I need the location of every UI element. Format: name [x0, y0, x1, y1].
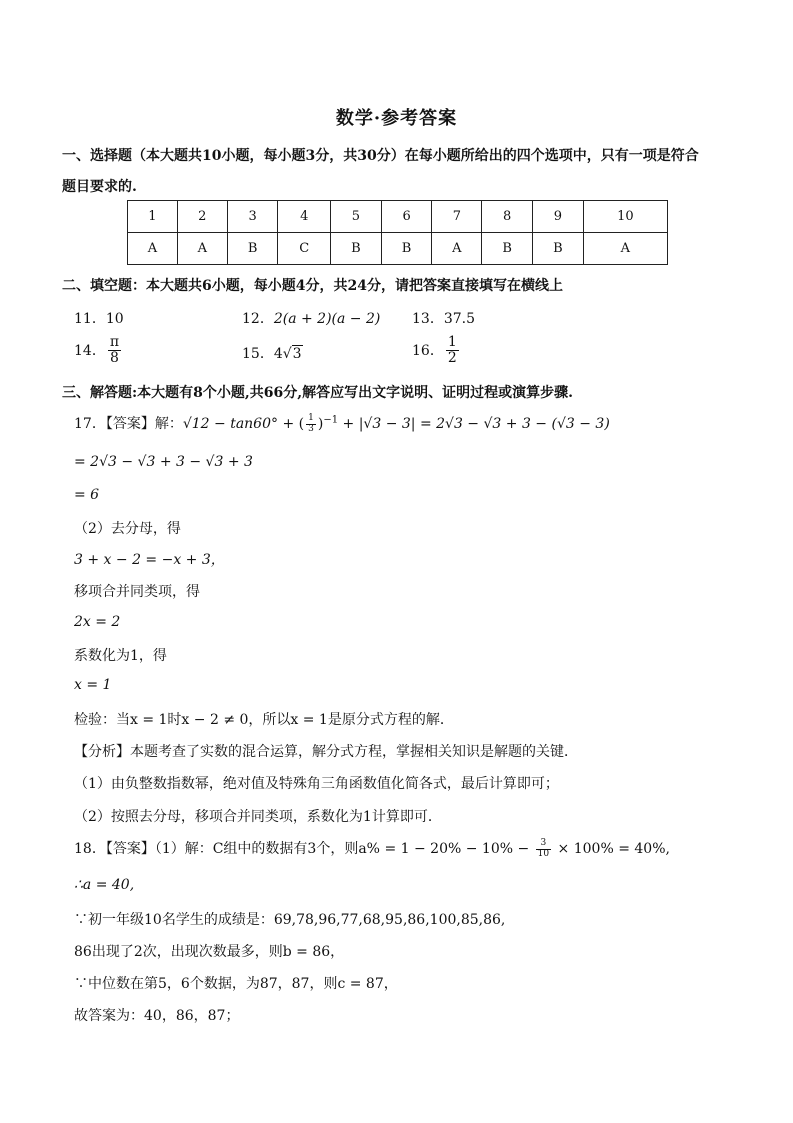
- q17-analysis: 【分析】本题考查了实数的混合运算，解分式方程，掌握相关知识是解题的关键．: [74, 744, 578, 760]
- answer-value: 37.5: [443, 311, 475, 327]
- answer-table: [127, 200, 668, 265]
- answer-11: [74, 308, 124, 328]
- table-cell: A: [177, 233, 227, 265]
- answer-15: [242, 343, 303, 363]
- q18-line2: ∴a = 40,: [74, 877, 135, 893]
- radicand: 3: [292, 346, 302, 362]
- answer-16: [412, 335, 461, 367]
- q17-analysis-1: （1）由负整数指数幂，绝对值及特殊角三角函数值化简各式，最后计算即可；: [74, 776, 559, 792]
- question-label: 14．: [74, 342, 106, 359]
- table-cell: A: [432, 233, 482, 265]
- fraction: [306, 414, 316, 435]
- section1-heading-line1: 一、选择题（本大题共10小题，每小题3分，共30分）在每小题所给出的四个选项中，只有一项是符合: [62, 148, 699, 164]
- q17-line6: 移项合并同类项，得: [74, 584, 200, 600]
- q17-line1: [74, 413, 610, 434]
- fraction-numerator: 1: [308, 412, 314, 423]
- table-cell: 3: [227, 201, 278, 233]
- answer-13: [412, 308, 475, 328]
- answer-value: 2(a + 2)(a − 2): [273, 311, 381, 327]
- paren-open: (: [298, 416, 305, 432]
- table-cell: 5: [331, 201, 382, 233]
- table-cell: A: [128, 233, 178, 265]
- q17-prefix: 17．【答案】解：: [74, 416, 183, 432]
- fraction-numerator: π: [109, 334, 120, 350]
- q17-line9: x = 1: [74, 677, 112, 693]
- table-cell: 1: [128, 201, 178, 233]
- fraction-denominator: 2: [447, 350, 457, 367]
- table-cell: A: [583, 233, 667, 265]
- sqrt-symbol-icon: √: [282, 346, 292, 362]
- table-cell: 9: [533, 201, 584, 233]
- table-cell: B: [482, 233, 533, 265]
- table-cell: B: [381, 233, 432, 265]
- q17-line7: 2x = 2: [74, 614, 121, 630]
- section2-heading: 二、填空题：本大题共6小题，每小题4分，共24分，请把答案直接填写在横线上: [62, 278, 563, 294]
- paren-close: ): [317, 416, 324, 432]
- q18-line1: [74, 838, 670, 859]
- answer-coefficient: 4: [273, 346, 283, 362]
- table-cell: 6: [381, 201, 432, 233]
- q18-line4: 86出现了2次，出现次数最多，则b = 86，: [74, 944, 345, 960]
- fraction: [446, 335, 459, 367]
- math-expression: × 100% = 40%,: [553, 841, 670, 857]
- table-cell: B: [533, 233, 584, 265]
- table-cell: 10: [583, 201, 667, 233]
- math-expression: 18．【答案】（1）解：C组中的数据有3个，则a% = 1 − 20% − 10% −: [74, 841, 534, 857]
- table-cell: 7: [432, 201, 482, 233]
- question-label: 15．: [242, 346, 274, 362]
- q18-line6: 故答案为：40，86，87；: [74, 1008, 240, 1024]
- fraction: [536, 839, 551, 860]
- fraction-numerator: 3: [536, 839, 551, 850]
- math-expression: √12 − tan60° +: [182, 416, 299, 432]
- fraction-denominator: 10: [537, 848, 550, 859]
- q17-line4: （2）去分母，得: [74, 521, 181, 537]
- question-label: 11．: [74, 311, 106, 327]
- q18-line5: ∵中位数在第5，6个数据，为87，87，则c = 87，: [74, 976, 398, 992]
- math-expression: + |√3 − 3| = 2√3 − √3 + 3 − (√3 − 3): [338, 416, 610, 432]
- table-cell: C: [278, 233, 331, 265]
- answer-value: 10: [105, 311, 124, 327]
- table-cell: B: [331, 233, 382, 265]
- table-cell: 2: [177, 201, 227, 233]
- table-cell: B: [227, 233, 278, 265]
- q17-line3: = 6: [74, 487, 100, 503]
- q17-line8: 系数化为1，得: [74, 648, 167, 664]
- table-cell: 8: [482, 201, 533, 233]
- q17-line2: = 2√3 − √3 + 3 − √3 + 3: [74, 454, 253, 470]
- answer-12: [242, 308, 380, 328]
- fraction-denominator: 3: [308, 423, 314, 434]
- q17-line10: 检验：当x = 1时x − 2 ≠ 0，所以x = 1是原分式方程的解．: [74, 712, 454, 728]
- q17-analysis-2: （2）按照去分母，移项合并同类项，系数化为1计算即可．: [74, 809, 442, 825]
- answer-table-answer-row: [128, 233, 668, 265]
- fraction: [108, 335, 121, 367]
- question-label: 13．: [412, 311, 444, 327]
- section1-heading-line2: 题目要求的.: [62, 179, 137, 195]
- section3-heading: 三、解答题:本大题有8个小题,共66分,解答应写出文字说明、证明过程或演算步骤.: [62, 385, 574, 401]
- table-cell: 4: [278, 201, 331, 233]
- q17-line5: 3 + x − 2 = −x + 3，: [74, 552, 225, 568]
- question-label: 16．: [412, 342, 444, 359]
- fraction-numerator: 1: [447, 334, 457, 350]
- fraction-denominator: 8: [109, 350, 119, 367]
- exponent: −1: [323, 414, 339, 426]
- q18-line3: ∵初一年级10名学生的成绩是：69,78,96,77,68,95,86,100,85,86,: [74, 912, 506, 928]
- question-label: 12．: [242, 311, 274, 327]
- page-title: 数学·参考答案: [335, 108, 458, 129]
- answer-table-number-row: [128, 201, 668, 233]
- answer-14: [74, 335, 123, 367]
